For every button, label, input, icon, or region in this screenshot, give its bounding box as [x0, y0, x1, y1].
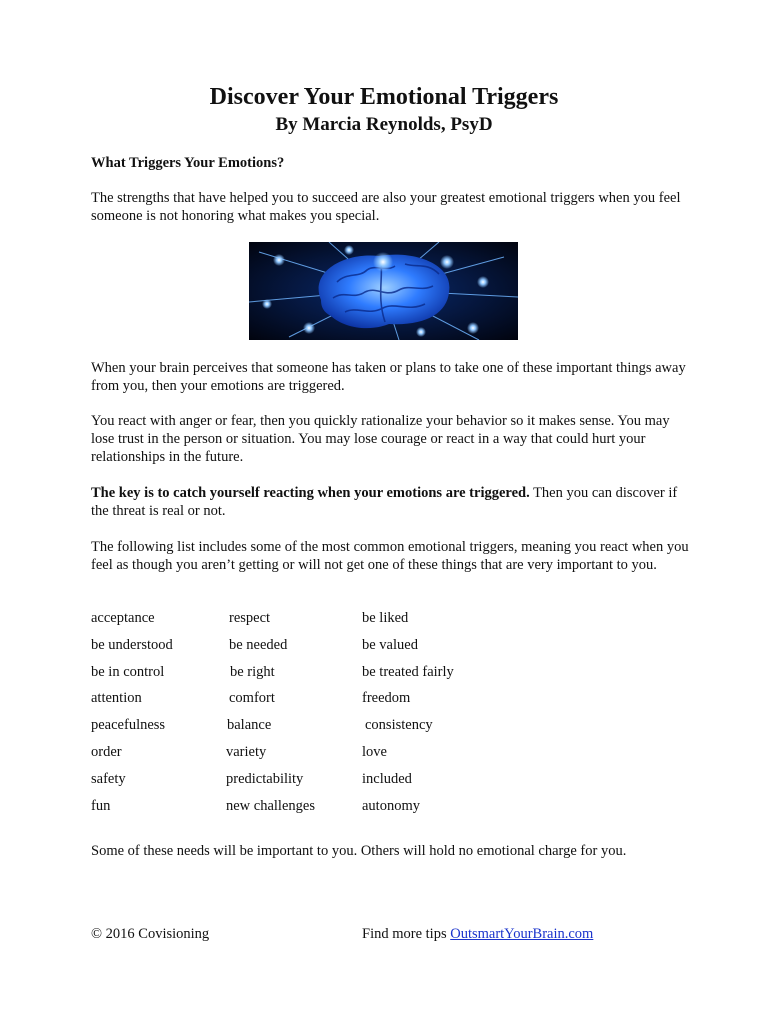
key-rest-text: Then you can discover if the threat is real or not.: [91, 485, 678, 519]
trigger-item: included: [362, 770, 412, 787]
author-byline: By Marcia Reynolds, PsyD: [275, 114, 493, 135]
brain-illustration: [249, 242, 518, 340]
trigger-item: order: [91, 743, 122, 760]
document-title: Discover Your Emotional Triggers: [209, 84, 559, 110]
trigger-row: [91, 770, 591, 797]
trigger-item: consistency: [365, 717, 433, 734]
trigger-item: predictability: [226, 770, 304, 787]
copyright-text: © 2016 Covisioning: [91, 926, 210, 942]
section-heading: What Triggers Your Emotions?: [91, 155, 285, 171]
trigger-item: be in control: [91, 663, 165, 680]
trigger-item: peacefulness: [91, 717, 166, 734]
trigger-row: [91, 743, 591, 770]
intro-paragraph: The strengths that have helped you to succeed are also your greatest emotional triggers when you feel someone is not honoring what makes you special.: [91, 190, 681, 224]
tips-line: [362, 925, 593, 943]
trigger-item: balance: [227, 717, 272, 734]
trigger-item: safety: [91, 770, 126, 787]
trigger-row: [91, 797, 591, 824]
trigger-item: fun: [91, 797, 111, 814]
trigger-item: be needed: [229, 636, 288, 653]
trigger-item: acceptance: [91, 610, 155, 626]
trigger-row: [91, 689, 591, 716]
triggers-list: [91, 609, 591, 823]
trigger-item: new challenges: [226, 797, 315, 814]
trigger-item: freedom: [362, 690, 411, 707]
trigger-item: variety: [226, 743, 267, 760]
trigger-row: [91, 636, 591, 663]
brain-paragraph: When your brain perceives that someone has taken or plans to take one of these important things away from you, then your emotions are triggered.: [91, 360, 686, 394]
trigger-item: autonomy: [362, 797, 420, 814]
trigger-item: love: [362, 743, 387, 760]
trigger-item: be valued: [362, 636, 418, 653]
trigger-item: be treated fairly: [362, 663, 454, 680]
trigger-row: [91, 716, 591, 743]
key-bold-text: The key is to catch yourself reacting when your emotions are triggered.: [91, 485, 530, 501]
trigger-item: be liked: [362, 610, 409, 626]
closing-paragraph: Some of these needs will be important to you. Others will hold no emotional charge for you.: [91, 843, 627, 859]
trigger-item: attention: [91, 690, 142, 707]
trigger-item: be right: [230, 663, 275, 680]
brain-network-image: [249, 242, 518, 340]
trigger-row: [91, 663, 591, 690]
trigger-item: respect: [229, 610, 271, 626]
tips-prefix: Find more tips: [362, 926, 451, 942]
trigger-item: comfort: [229, 690, 275, 707]
list-intro-paragraph: The following list includes some of the most common emotional triggers, meaning you react when you feel as though you aren’t getting or will not get one of these things that are very important to you.: [91, 539, 689, 573]
trigger-row: [91, 609, 591, 636]
website-link[interactable]: OutsmartYourBrain.com: [450, 926, 594, 942]
key-paragraph: [91, 484, 691, 520]
reaction-paragraph: You react with anger or fear, then you quickly rationalize your behavior so it makes sense. You may lose trust in the person or situation. You may lose courage or react in a way that could hurt your relationships in the future.: [91, 413, 670, 465]
trigger-item: be understood: [91, 636, 173, 653]
